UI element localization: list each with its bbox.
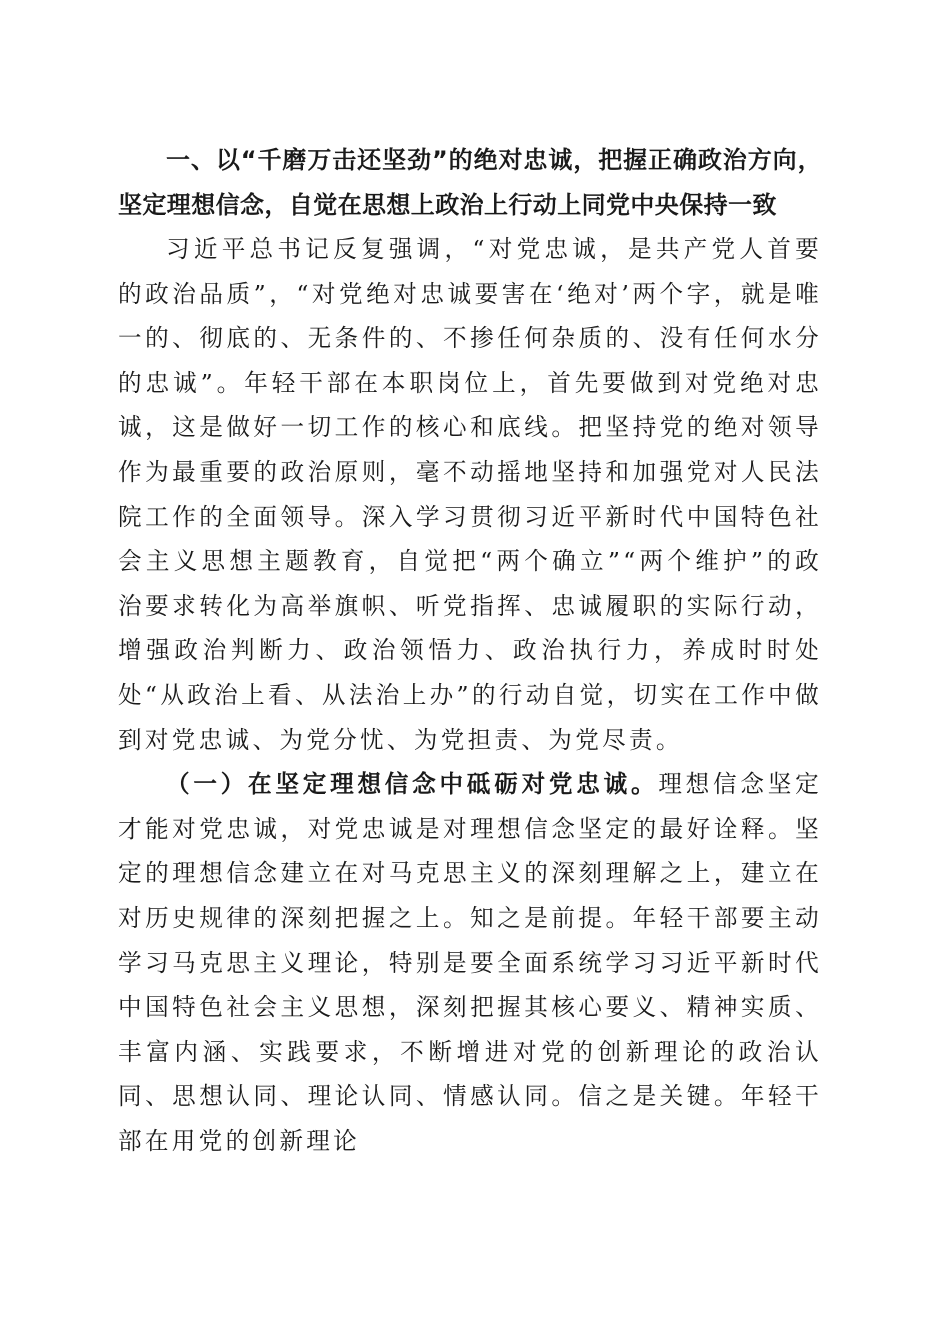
document-body: [118, 138, 822, 1163]
section-heading: 一、以“千磨万击还坚劲”的绝对忠诚，把握正确政治方向，坚定理想信念，自觉在思想上政治上行动上同党中央保持一致: [118, 146, 822, 219]
subsection-body: 理想信念坚定才能对党忠诚，对党忠诚是对理想信念坚定的最好诠释。坚定的理想信念建立在对马克思主义的深刻理解之上，建立在对历史规律的深刻把握之上。知之是前提。年轻干部要主动学习马克思主义理论，特别是要全面系统学习习近平新时代中国特色社会主义思想，深刻把握其核心要义、精神实质、丰富内涵、实践要求，不断增进对党的创新理论的政治认同、思想认同、理论认同、情感认同。信之是关键。年轻干部在用党的创新理论: [118, 770, 822, 1155]
paragraph-ideals: [118, 762, 822, 1163]
paragraph-loyalty: 习近平总书记反复强调，“对党忠诚，是共产党人首要的政治品质”，“对党绝对忠诚要害在‘绝对’两个字，就是唯一的、彻底的、无条件的、不掺任何杂质的、没有任何水分的忠诚”。年轻干部在本职岗位上，首先要做到对党绝对忠诚，这是做好一切工作的核心和底线。把坚持党的绝对领导作为最重要的政治原则，毫不动摇地坚持和加强党对人民法院工作的全面领导。深入学习贯彻习近平新时代中国特色社会主义思想主题教育，自觉把“两个确立”“两个维护”的政治要求转化为高举旗帜、听党指挥、忠诚履职的实际行动，增强政治判断力、政治领悟力、政治执行力，养成时时处处“从政治上看、从法治上办”的行动自觉，切实在工作中做到对党忠诚、为党分忧、为党担责、为党尽责。: [118, 235, 822, 754]
subsection-lead: （一）在坚定理想信念中砥砺对党忠诚。: [166, 770, 659, 799]
